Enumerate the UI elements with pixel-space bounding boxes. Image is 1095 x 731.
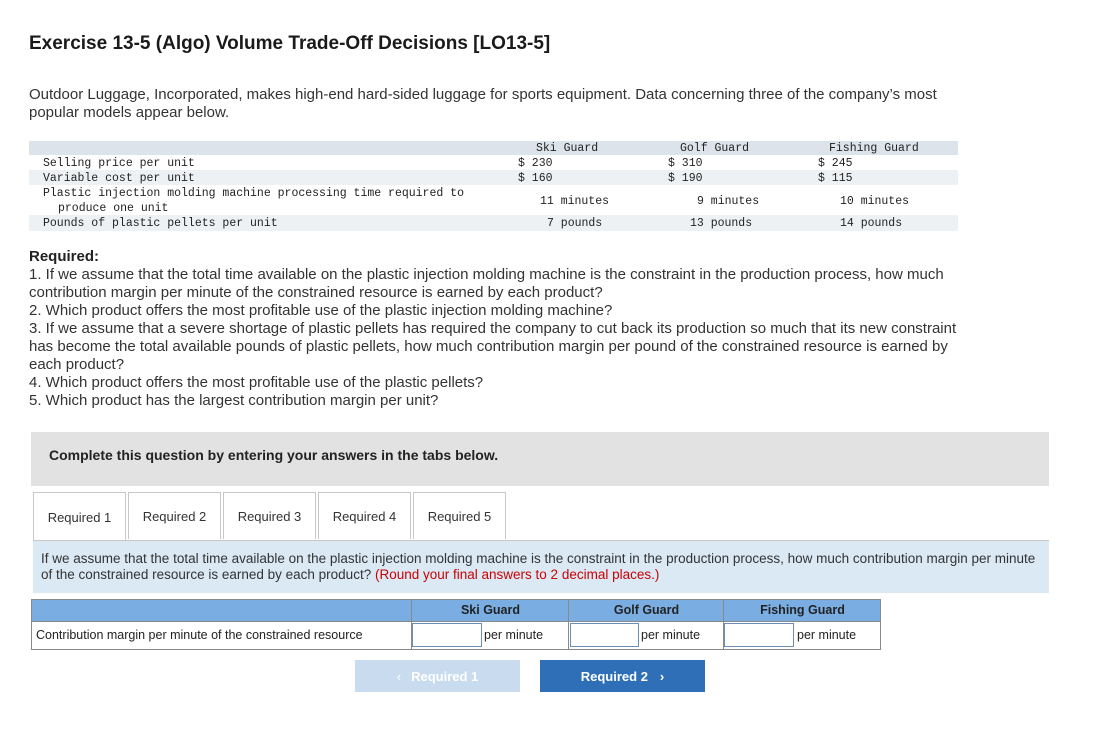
prev-button[interactable] [355,660,520,692]
row-label-pellets: Pounds of plastic pellets per unit [43,217,278,230]
question-text: If we assume that the total time available on the plastic injection molding machine is the constraint in the production process, how much contribution margin per minute of the constrained resource is earned by each product? [41,551,1036,582]
prev-button-label: Required 1 [411,668,479,684]
answer-table [31,599,881,650]
ski-guard-answer-input[interactable] [412,623,482,647]
cell-value: $ 160 [518,172,553,185]
required-item-4: 4. Which product offers the most profitable use of the plastic pellets? [29,374,484,391]
column-divider [568,599,569,650]
required-item-2: 2. Which product offers the most profitable use of the plastic injection molding machine? [29,302,613,319]
answer-table-header [31,599,881,622]
required-title: Required: [29,248,100,265]
row-label-variable-cost: Variable cost per unit [43,172,195,185]
answer-header-golf-guard: Golf Guard [613,603,680,617]
answer-row [31,622,881,650]
tab-required-4[interactable]: Required 4 [318,492,411,539]
column-divider [411,599,412,650]
instruction-banner [31,432,1049,486]
tab-required-5[interactable]: Required 5 [413,492,506,539]
page-title: Exercise 13-5 (Algo) Volume Trade-Off Decisions [LO13-5] [29,33,551,54]
row-label-processing-time: Plastic injection molding machine processing time required to [43,187,464,200]
answer-row-label: Contribution margin per minute of the constrained resource [36,628,363,642]
golf-guard-answer-input[interactable] [570,623,639,647]
col-header-fishing-guard: Fishing Guard [829,142,919,155]
required-item-1: 1. If we assume that the total time available on the plastic injection molding machine is the constraint in the production process, how much contribution margin per minute of the constrained resource is earned by each product? [29,266,944,301]
col-header-golf-guard: Golf Guard [680,142,750,155]
instruction-text: Complete this question by entering your answers in the tabs below. [49,447,499,463]
rounding-note: (Round your final answers to 2 decimal places.) [374,567,660,582]
tab-required-3[interactable]: Required 3 [223,492,316,539]
cell-value: 14 pounds [840,217,903,230]
cell-value: $ 230 [518,157,553,170]
cell-value: 13 pounds [690,217,753,230]
col-header-ski-guard: Ski Guard [536,142,599,155]
required-item-5: 5. Which product has the largest contribution margin per unit? [29,392,439,409]
next-button[interactable] [540,660,705,692]
cell-value: 7 pounds [547,217,603,230]
answer-header-fishing-guard: Fishing Guard [760,603,845,617]
question-panel [33,541,1049,593]
next-button-label: Required 2 [580,668,648,684]
unit-label: per minute [797,628,857,642]
tab-required-2[interactable]: Required 2 [128,492,221,539]
cell-value: $ 245 [818,157,853,170]
unit-label: per minute [641,628,701,642]
cell-value: 10 minutes [840,195,910,208]
cell-value: 11 minutes [540,195,610,208]
unit-label: per minute [484,628,544,642]
cell-value: $ 190 [668,172,703,185]
fishing-guard-answer-input[interactable] [724,623,794,647]
required-section [29,248,969,410]
row-label-processing-time-cont: produce one unit [58,202,169,215]
required-item-3: 3. If we assume that a severe shortage of plastic pellets has required the company to cut back its production so much that its new constraint has become the total available pounds of plastic pellets, how much contribution margin per pound of the constrained resource is earned by each product? [29,320,957,373]
tab-required-1[interactable]: Required 1 [33,492,126,541]
answer-header-ski-guard: Ski Guard [460,603,521,617]
intro-text: Outdoor Luggage, Incorporated, makes high-end hard-sided luggage for sports equipment. Data concerning three of the company’s most popular models appear below. [29,86,937,121]
cell-value: 9 minutes [697,195,760,208]
row-label-selling-price: Selling price per unit [43,157,195,170]
data-table-header [29,141,958,155]
column-divider [723,599,724,650]
cell-value: $ 310 [668,157,703,170]
cell-value: $ 115 [818,172,853,185]
chevron-right-icon: › [659,668,665,684]
chevron-left-icon: ‹ [396,668,402,684]
